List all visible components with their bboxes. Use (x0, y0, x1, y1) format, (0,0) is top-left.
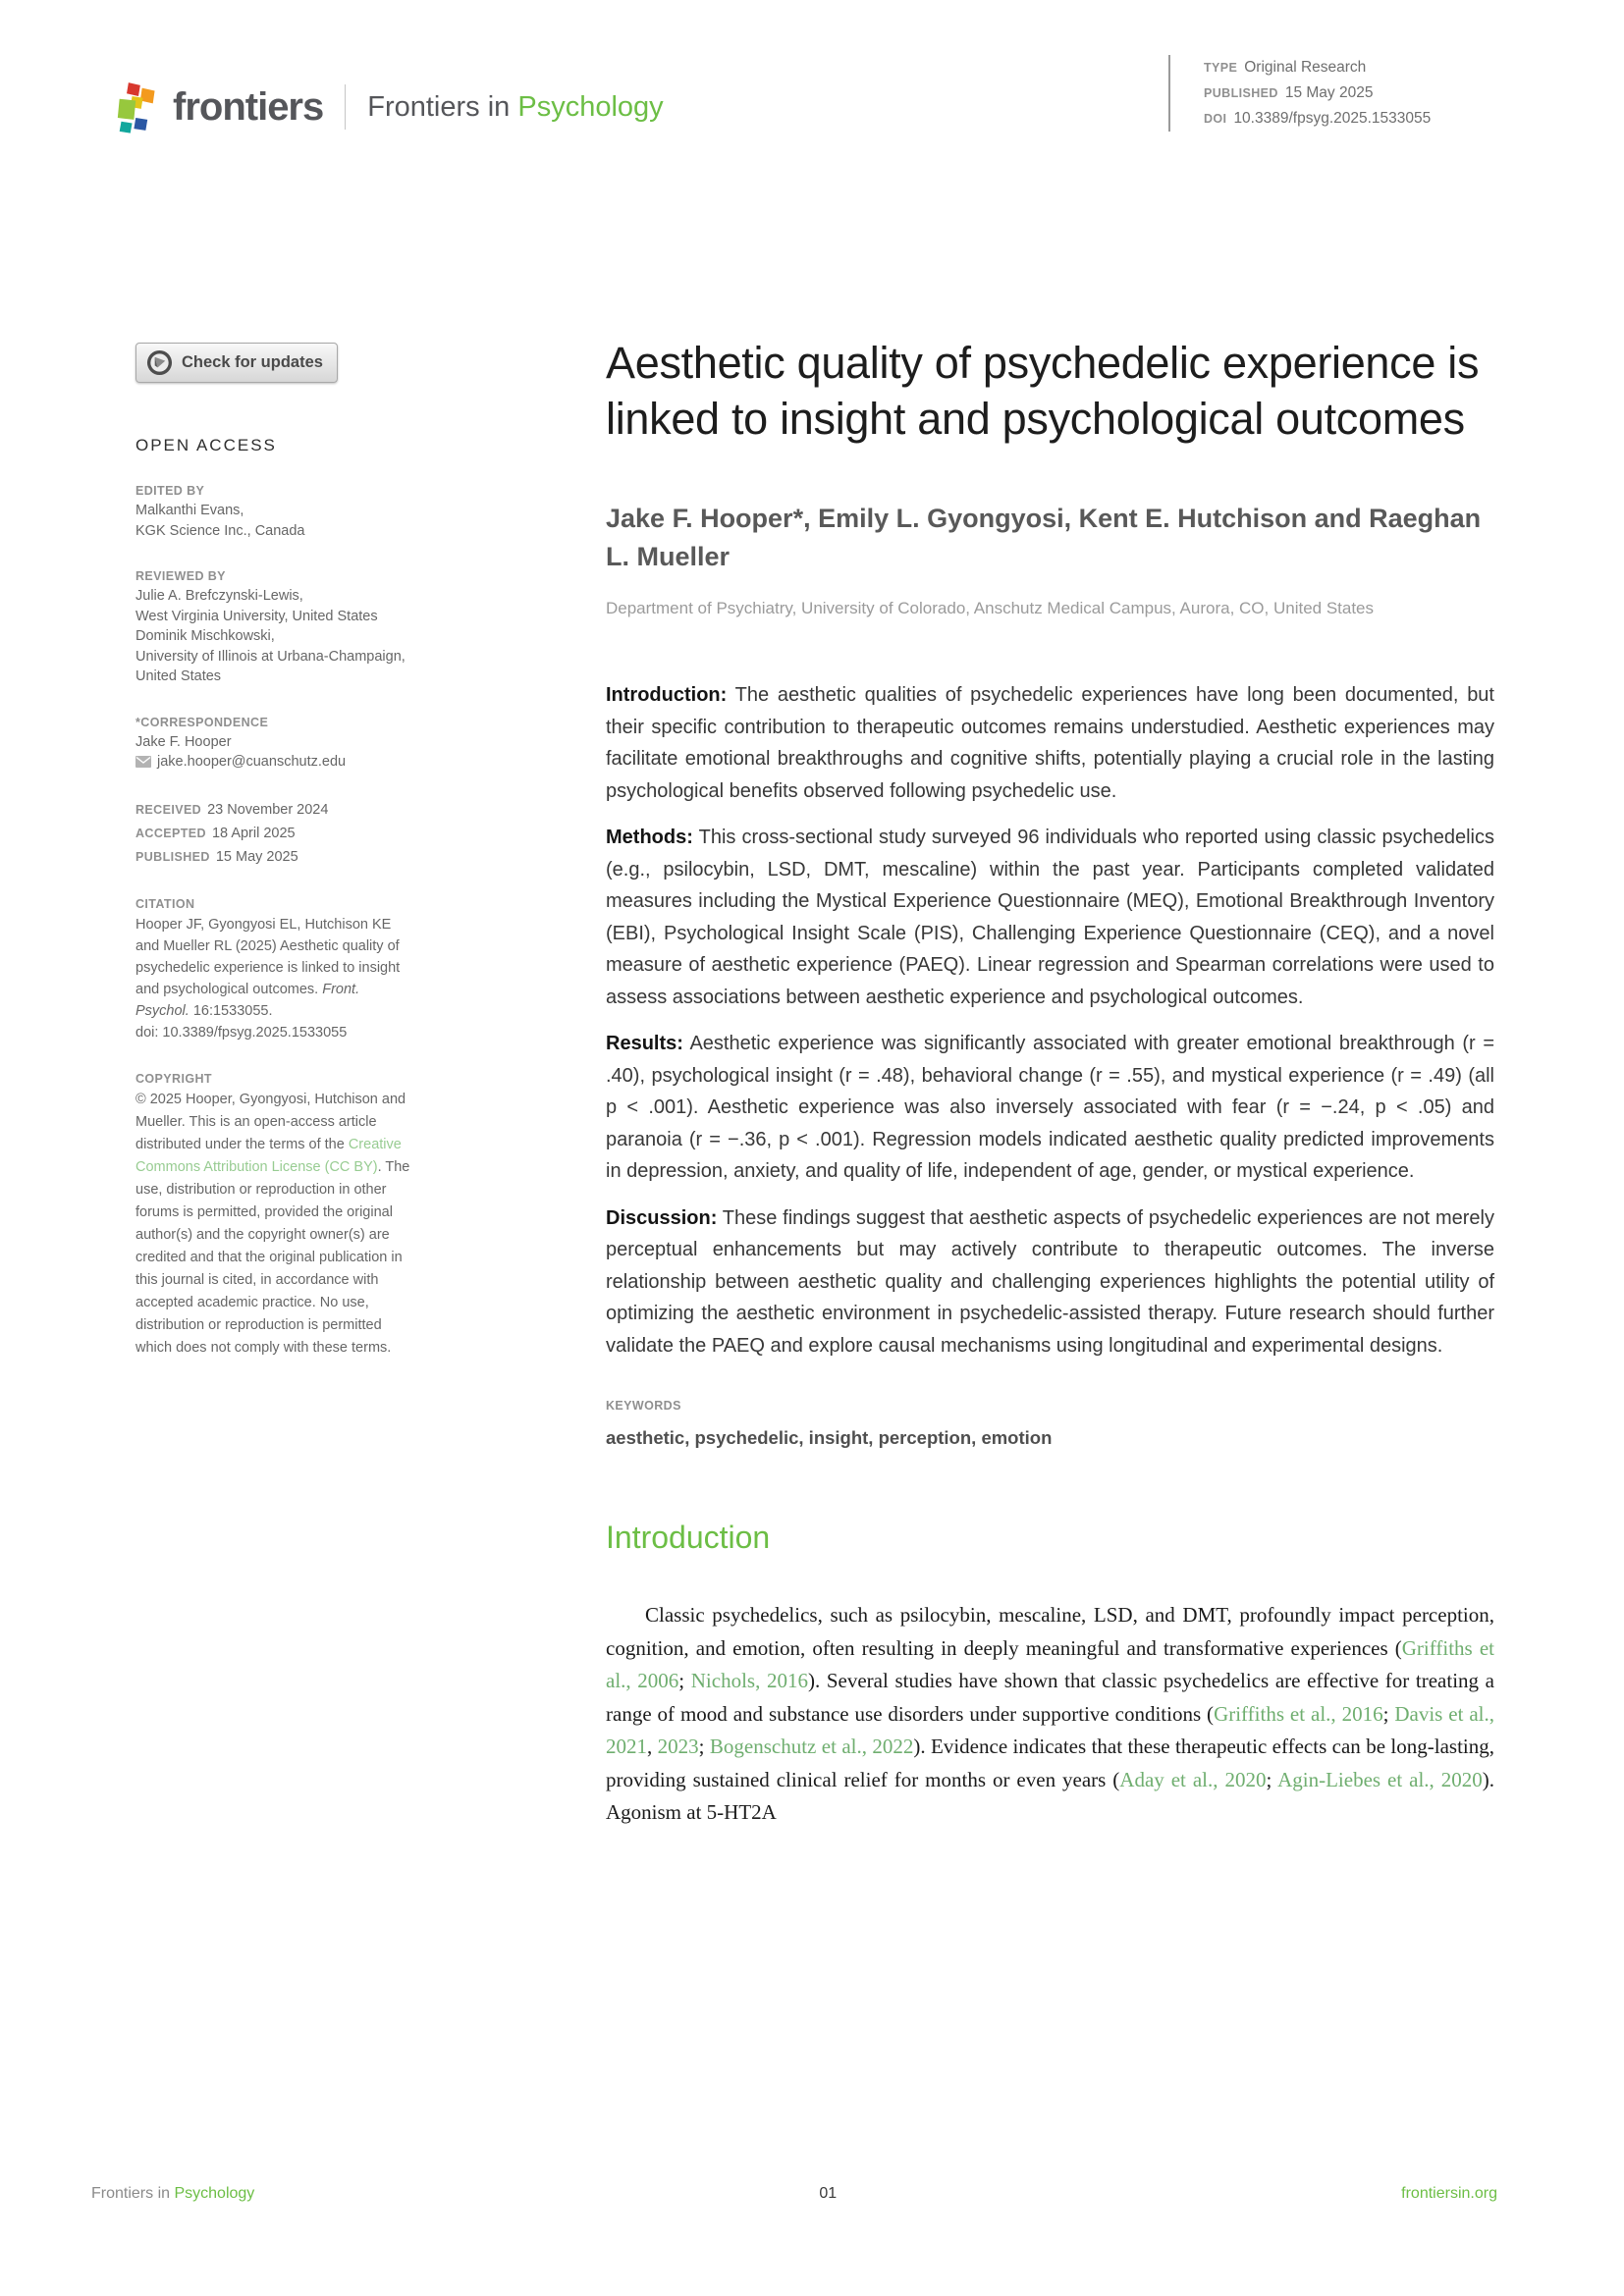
meta-value-type: Original Research (1244, 59, 1367, 76)
correspondence-email-row (135, 752, 410, 773)
received-row (135, 798, 410, 822)
article-authors: Jake F. Hooper*, Emily L. Gyongyosi, Kent E. Hutchison and Raeghan L. Mueller (606, 504, 1482, 571)
abstract-methods-body: This cross-sectional study surveyed 96 individuals who reported using classic psychedelics (e.g., psilocybin, LSD, DMT, mescaline) within the past year. Participants completed validated measures including the Mystical Experience Questionnaire (MEQ), Emotional Breakthrough Inventory (EBI), Psychological Insight Scale (PIS), Challenging Experience Questionnaire (CEQ), and a novel measure of aesthetic experience (PAEQ). Linear regression and Spearman correlations were used to assess associations between aesthetic experience and psychological outcomes. (606, 827, 1494, 1008)
open-access-badge: OPEN ACCESS (135, 436, 277, 454)
correspondence-email-link[interactable]: jake.hooper@cuanschutz.edu (157, 754, 347, 770)
abstract-results-paragraph (606, 1028, 1494, 1188)
copyright-label: COPYRIGHT (135, 1071, 212, 1086)
dates-section (135, 798, 410, 869)
abstract-introduction-paragraph (606, 679, 1494, 807)
citation-link[interactable]: 2023 (657, 1735, 699, 1758)
introduction-paragraph (606, 1599, 1494, 1830)
abstract-introduction-lead: Introduction: (606, 684, 728, 706)
body-text-segment: Classic psychedelics, such as psilocybin, mescaline, LSD, and DMT, profoundly impact perception, cognition, and emotion, often resulting in deeply meaningful and transformative experiences ( (606, 1603, 1494, 1660)
meta-label-published: PUBLISHED (1204, 86, 1278, 100)
body-text-segment: ). Several studies have shown that classic psychedelics are effective for treating a range of mood and substance use disorders under supportive conditions ( (606, 1669, 1495, 1726)
abstract-discussion-body: These findings suggest that aesthetic aspects of psychedelic experiences are not merely perceptual enhancements but may actively contribute to therapeutic outcomes. The inverse relationship between aesthetic quality and challenging experiences highlights the potential utility of optimizing the aesthetic environment in psychedelic-assisted therapy. Future research should further validate the PAEQ and explore causal mechanisms using longitudinal and experimental designs. (606, 1206, 1494, 1357)
citation-volume: 16:1533055. (189, 1002, 273, 1019)
copyright-before: © 2025 Hooper, Gyongyosi, Hutchison and Mueller. This is an open-access article distributed under the terms of the (135, 1091, 406, 1152)
abstract-methods-paragraph (606, 822, 1494, 1013)
journal-title-name: Psychology (517, 90, 664, 123)
citation-link[interactable]: Bogenschutz et al., 2022 (709, 1735, 914, 1758)
citation-link[interactable]: Agin-Liebes et al., 2020 (1277, 1767, 1483, 1791)
body-text-segment: ). Agonism at 5-HT2A (606, 1767, 1495, 1824)
abstract-results-body: Aesthetic experience was significantly associated with greater emotional breakthrough (r = .40), psychological insight (r = .48), behavioral change (r = .55), and mystical experience (r = .49) (all p < .001). Aesthetic experience was also inversely associated with fear (r = −.24, p < .05) and paranoia (r = −.36, p < .001). Regression models indicated aesthetic quality predicted improvements in depression, anxiety, and quality of life, independent of age, gender, or mystical experience. (606, 1033, 1494, 1182)
published-value: 15 May 2025 (215, 848, 298, 865)
body-text-segment: ; (698, 1735, 710, 1758)
reviewed-by-section (135, 566, 410, 687)
abstract-results-lead: Results: (606, 1033, 683, 1054)
sidebar (135, 343, 410, 1360)
body-text-segment: ; (1382, 1701, 1395, 1726)
cc-by-license-link[interactable]: Creative Commons Attribution License (CC BY) (135, 1136, 402, 1175)
page-footer (91, 2185, 1497, 2203)
reviewed-by-label: REVIEWED BY (135, 569, 226, 583)
copyright-text (135, 1089, 410, 1360)
citation-body: Hooper JF, Gyongyosi EL, Hutchison KE and Mueller RL (2025) Aesthetic quality of psychedelic experience is linked to insight and psychological outcomes. (135, 916, 401, 997)
received-label: RECEIVED (135, 802, 202, 817)
crossmark-icon (146, 349, 173, 376)
frontiers-logo-icon (116, 79, 161, 135)
meta-row-type (1204, 55, 1431, 80)
footer-journal-prefix: Frontiers in (91, 2185, 175, 2202)
journal-title-prefix: Frontiers in (367, 90, 518, 123)
copyright-after: . The use, distribution or reproduction in other forums is permitted, provided the original author(s) and the copyright owner(s) are credited and that the original publication in this journal is cited, in accordance with accepted academic practice. No use, distribution or reproduction is permitted which does not comply with these terms. (135, 1158, 410, 1356)
citation-label: CITATION (135, 896, 195, 911)
meta-value-doi: 10.3389/fpsyg.2025.1533055 (1233, 110, 1432, 127)
received-value: 23 November 2024 (207, 801, 329, 818)
published-label: PUBLISHED (135, 849, 210, 864)
frontiers-wordmark: frontiers (173, 84, 324, 129)
edited-by-affiliation: KGK Science Inc., Canada (135, 522, 305, 539)
article-affiliation: Department of Psychiatry, University of Colorado, Anschutz Medical Campus, Aurora, CO, United States (606, 599, 1375, 617)
meta-row-published (1204, 80, 1431, 106)
correspondence-label: *CORRESPONDENCE (135, 715, 269, 729)
body-text-segment: ; (678, 1669, 691, 1692)
edited-by-label: EDITED BY (135, 484, 205, 498)
abstract-introduction-body: The aesthetic qualities of psychedelic experiences have long been documented, but their specific contribution to therapeutic outcomes remains understudied. Aesthetic experiences may facilitate emotional breakthroughs and cognitive shifts, potentially playing a crucial role in the lasting psychological benefits observed following psychedelic use. (606, 684, 1494, 802)
footer-journal (91, 2185, 254, 2203)
article-main-column (606, 335, 1494, 1830)
footer-journal-name: Psychology (174, 2185, 255, 2202)
reviewer-affiliation: United States (135, 668, 222, 684)
edited-by-name: Malkanthi Evans, (135, 503, 244, 518)
accepted-row (135, 822, 410, 845)
header-divider (345, 84, 346, 130)
abstract-discussion-paragraph (606, 1202, 1494, 1362)
published-row (135, 845, 410, 869)
article-title: Aesthetic quality of psychedelic experience is linked to insight and psychological outcomes (606, 338, 1480, 444)
reviewer-affiliation: West Virginia University, United States (135, 608, 378, 624)
copyright-section (135, 1069, 410, 1360)
meta-value-published: 15 May 2025 (1284, 84, 1374, 101)
check-for-updates-button[interactable] (135, 343, 338, 383)
citation-doi: doi: 10.3389/fpsyg.2025.1533055 (135, 1024, 348, 1041)
meta-label-doi: DOI (1204, 112, 1227, 126)
edited-by-section (135, 481, 410, 541)
reviewer-name: Dominik Mischkowski, (135, 628, 275, 644)
abstract-methods-lead: Methods: (606, 827, 693, 848)
correspondence-name: Jake F. Hooper (135, 733, 232, 750)
body-text-segment: ). Evidence indicates that these therapeutic effects can be long-lasting, providing sustained clinical relief for months or even years ( (606, 1735, 1494, 1791)
meta-label-type: TYPE (1204, 61, 1238, 75)
check-for-updates-label: Check for updates (182, 353, 323, 371)
page-number: 01 (819, 2185, 838, 2202)
reviewer-name: Julie A. Brefczynski-Lewis, (135, 588, 303, 604)
envelope-icon (135, 756, 151, 768)
reviewer-affiliation: University of Illinois at Urbana-Champaign, (135, 648, 406, 665)
citation-section (135, 894, 410, 1043)
citation-link[interactable]: Davis et al., 2021 (606, 1701, 1494, 1758)
citation-link[interactable]: Nichols, 2016 (690, 1669, 808, 1692)
frontiersin-org-link[interactable]: frontiersin.org (1401, 2185, 1497, 2202)
accepted-label: ACCEPTED (135, 826, 206, 840)
introduction-heading: Introduction (606, 1520, 771, 1555)
keywords-block (606, 1399, 1494, 1449)
body-text-segment: ; (1266, 1767, 1278, 1791)
accepted-value: 18 April 2025 (211, 825, 296, 841)
citation-link[interactable]: Aday et al., 2020 (1119, 1767, 1267, 1791)
citation-journal: Front. Psychol. (135, 981, 360, 1019)
keywords-label: KEYWORDS (606, 1399, 681, 1413)
abstract-discussion-lead: Discussion: (606, 1206, 718, 1229)
keywords-list: aesthetic, psychedelic, insight, perception, emotion (606, 1427, 1053, 1448)
correspondence-section (135, 713, 410, 773)
citation-link[interactable]: Griffiths et al., 2016 (1214, 1701, 1383, 1726)
body-text-segment: , (647, 1735, 658, 1758)
article-meta-block (1168, 55, 1431, 132)
citation-text (135, 914, 410, 1043)
journal-title (367, 91, 663, 124)
header-logo-row (116, 79, 664, 135)
meta-row-doi (1204, 106, 1431, 132)
citation-link[interactable]: Griffiths et al., 2006 (606, 1635, 1494, 1692)
